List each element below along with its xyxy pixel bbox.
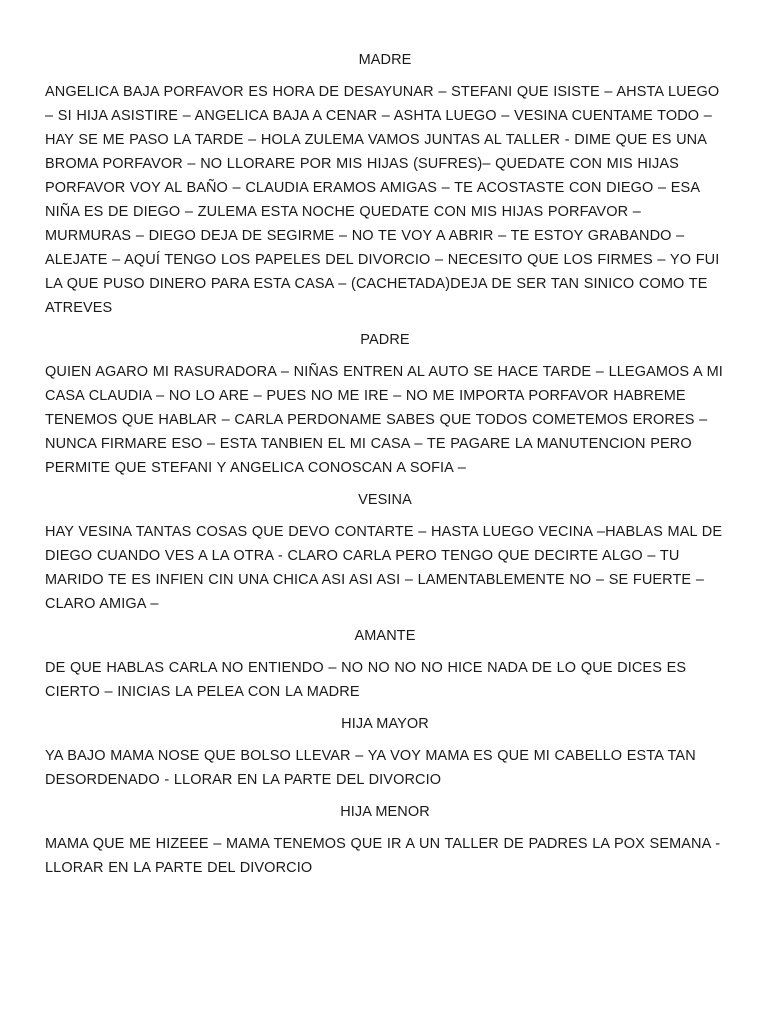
section-padre (45, 328, 725, 480)
section-title: PADRE (360, 332, 410, 348)
section-body: QUIEN AGARO MI RASURADORA – NIÑAS ENTREN AL AUTO SE HACE TARDE – LLEGAMOS A MI CASA CLAUDIA – NO LO ARE – PUES NO ME IRE – NO ME IMPORTA PORFAVOR HABREME TENEMOS QUE HABLAR – CARLA PERDONAME SABES QUE TODOS COMETEMOS ERORES – NUNCA FIRMARE ESO – ESTA TANBIEN EL MI CASA – TE PAGARE LA MANUTENCION PERO PERMITE QUE STEFANI Y ANGELICA CONOSCAN A SOFIA – (45, 364, 723, 476)
section-body: DE QUE HABLAS CARLA NO ENTIENDO – NO NO NO NO HICE NADA DE LO QUE DICES ES CIERTO – INICIAS LA PELEA CON LA MADRE (45, 660, 687, 700)
section-amante (45, 624, 725, 704)
section-body: ANGELICA BAJA PORFAVOR ES HORA DE DESAYUNAR – STEFANI QUE ISISTE – AHSTA LUEGO – SI HIJA ASISTIRE – ANGELICA BAJA A CENAR – ASHTA LUEGO – VESINA CUENTAME TODO – HAY SE ME PASO LA TARDE – HOLA ZULEMA VAMOS JUNTAS AL TALLER - DIME QUE ES UNA BROMA PORFAVOR – NO LLORARE POR MIS HIJAS (SUFRES)– QUEDATE CON MIS HIJAS PORFAVOR VOY AL BAÑO – CLAUDIA ERAMOS AMIGAS – TE ACOSTASTE CON DIEGO – ESA NIÑA ES DE DIEGO – ZULEMA ESTA NOCHE QUEDATE CON MIS HIJAS PORFAVOR – MURMURAS – DIEGO DEJA DE SEGIRME – NO TE VOY A ABRIR – TE ESTOY GRABANDO – ALEJATE – AQUÍ TENGO LOS PAPELES DEL DIVORCIO – NECESITO QUE LOS FIRMES – YO FUI LA QUE PUSO DINERO PARA ESTA CASA – (CACHETADA)DEJA DE SER TAN SINICO COMO TE ATREVES (45, 84, 720, 316)
section-hija-mayor (45, 712, 725, 792)
document-page (45, 48, 725, 888)
section-body: HAY VESINA TANTAS COSAS QUE DEVO CONTARTE – HASTA LUEGO VECINA –HABLAS MAL DE DIEGO CUANDO VES A LA OTRA - CLARO CARLA PERO TENGO QUE DECIRTE ALGO – TU MARIDO TE ES INFIEN CIN UNA CHICA ASI ASI ASI – LAMENTABLEMENTE NO – SE FUERTE – CLARO AMIGA – (45, 524, 723, 612)
section-title: HIJA MENOR (340, 804, 430, 820)
section-vesina (45, 488, 725, 616)
section-madre (45, 48, 725, 320)
section-title: MADRE (358, 52, 412, 68)
section-hija-menor (45, 800, 725, 880)
section-title: AMANTE (354, 628, 416, 644)
section-title: VESINA (358, 492, 412, 508)
section-title: HIJA MAYOR (341, 716, 429, 732)
section-body: MAMA QUE ME HIZEEE – MAMA TENEMOS QUE IR A UN TALLER DE PADRES LA POX SEMANA - LLORAR EN LA PARTE DEL DIVORCIO (45, 836, 721, 876)
section-body: YA BAJO MAMA NOSE QUE BOLSO LLEVAR – YA VOY MAMA ES QUE MI CABELLO ESTA TAN DESORDENADO - LLORAR EN LA PARTE DEL DIVORCIO (45, 748, 696, 788)
